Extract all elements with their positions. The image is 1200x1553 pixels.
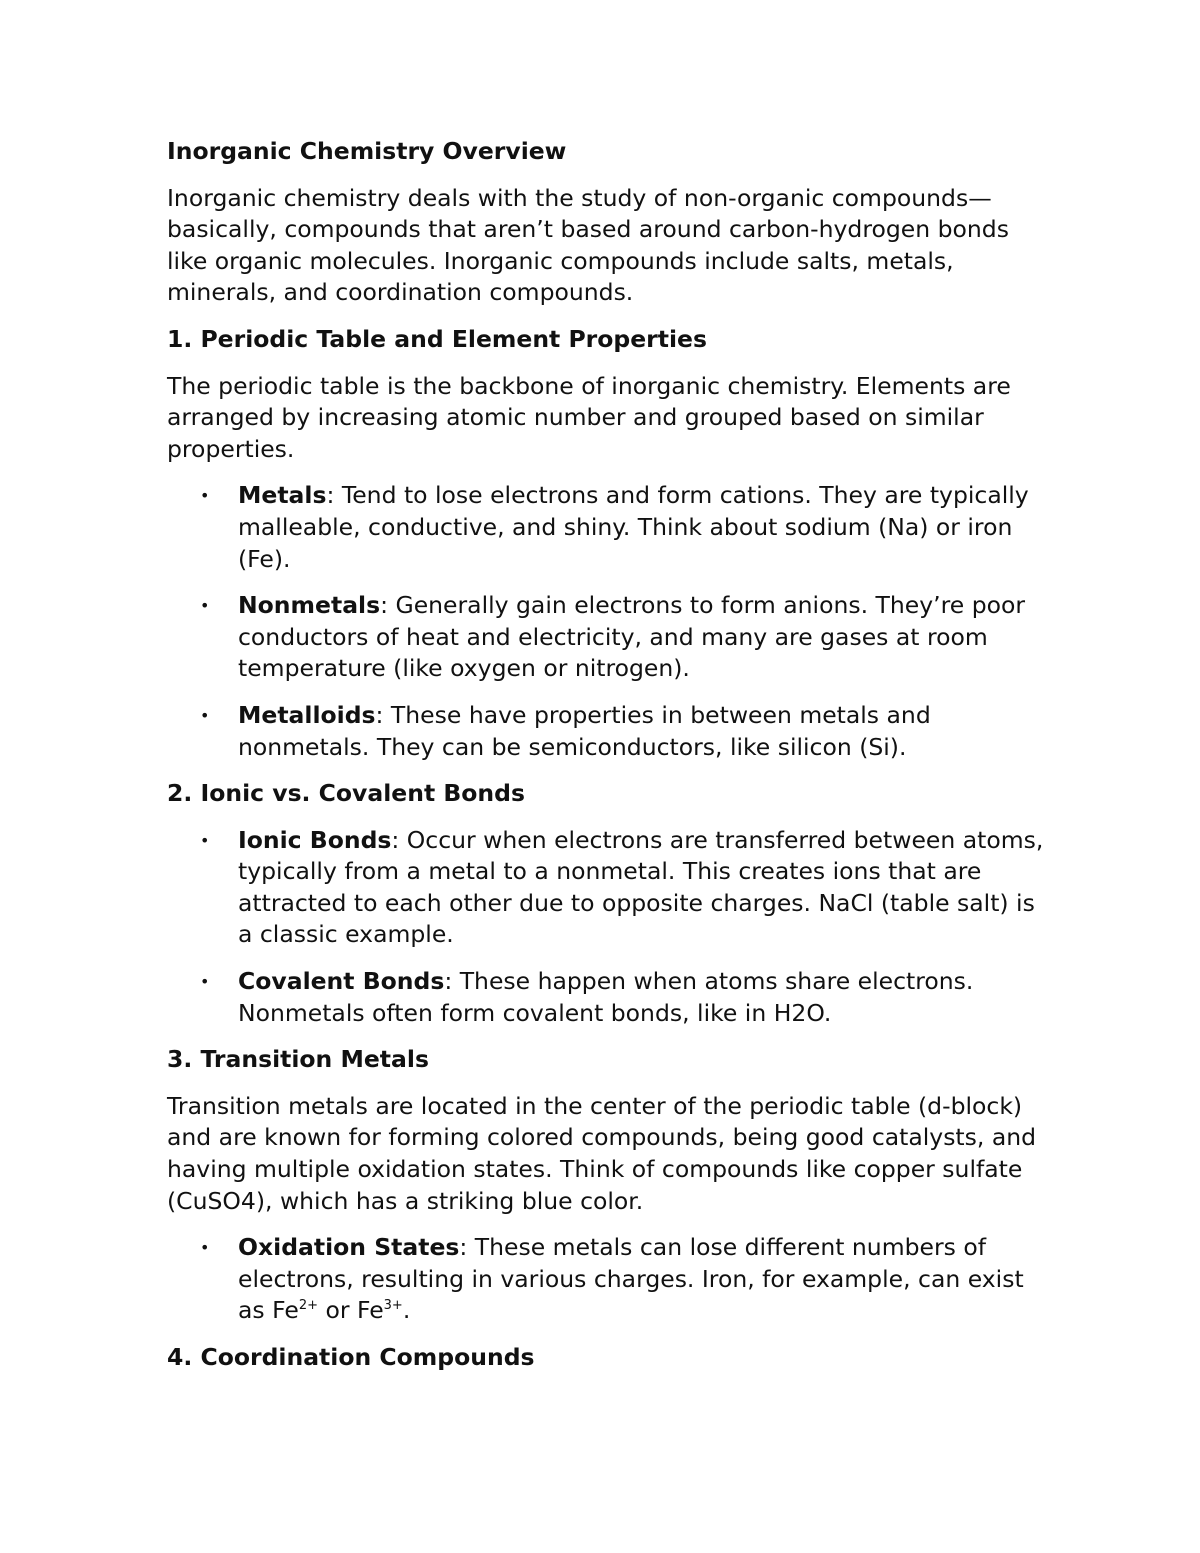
list-item-covalent-bonds bbox=[167, 966, 1047, 1029]
text-oxidation-mid: or Fe bbox=[317, 1296, 384, 1325]
list-item-nonmetals bbox=[167, 590, 1047, 685]
text-oxidation-end: . bbox=[402, 1296, 411, 1325]
list-item-ionic-bonds bbox=[167, 825, 1047, 951]
term-nonmetals: Nonmetals bbox=[238, 591, 381, 620]
bullet-icon: • bbox=[200, 705, 210, 725]
text-oxidation-states: : These metals can lose different numbers of electrons, resulting in various charges. Iron, for example, can exist as Fe bbox=[238, 1233, 1024, 1325]
text-metals: : Tend to lose electrons and form cations. They are typically malleable, conductive, and shiny. Think about sodium (Na) or iron (Fe). bbox=[238, 481, 1029, 573]
list-item-metalloids bbox=[167, 700, 1047, 763]
section-paragraph-transition-metals: Transition metals are located in the center of the periodic table (d-block) and are known for forming colored compounds, being good catalysts, and having multiple oxidation states. Think of compounds like copper sulfate (CuSO4), which has a striking blue color. bbox=[167, 1091, 1037, 1215]
text-covalent-bonds: : These happen when atoms share electrons. Nonmetals often form covalent bonds, like in H2O. bbox=[238, 967, 974, 1027]
text-metalloids: : These have properties in between metals and nonmetals. They can be semiconductors, like silicon (Si). bbox=[238, 700, 931, 761]
section-heading-transition-metals: 3. Transition Metals bbox=[167, 1045, 429, 1074]
list-bond-types bbox=[167, 825, 1047, 1030]
text-nonmetals: : Generally gain electrons to form anions. They’re poor conductors of heat and electricity, and many are gases at room temperature (like oxygen or nitrogen). bbox=[238, 591, 1026, 683]
superscript-fe2: 2+ bbox=[298, 1298, 318, 1314]
list-item-metals bbox=[167, 480, 1047, 575]
document-content bbox=[167, 136, 1047, 1374]
term-metals: Metals bbox=[238, 481, 327, 510]
term-metalloids: Metalloids bbox=[238, 700, 376, 729]
list-transition-metals bbox=[167, 1232, 1047, 1327]
bullet-icon: • bbox=[200, 596, 210, 616]
text-ionic-bonds: : Occur when electrons are transferred between atoms, typically from a metal to a nonmetal. This creates ions that are attracted to each other due to opposite charges. NaCl (table salt) is a classic example. bbox=[238, 825, 1044, 949]
bullet-icon: • bbox=[200, 1238, 210, 1258]
section-heading-bonds: 2. Ionic vs. Covalent Bonds bbox=[167, 779, 525, 808]
section-heading-periodic-table: 1. Periodic Table and Element Properties bbox=[167, 324, 707, 353]
intro-paragraph: Inorganic chemistry deals with the study of non-organic compounds—basically, compounds that aren’t based around carbon-hydrogen bonds like organic molecules. Inorganic compounds include salts, metals, minerals, and coordination compounds. bbox=[167, 183, 1009, 307]
document-title: Inorganic Chemistry Overview bbox=[167, 137, 567, 165]
superscript-fe3: 3+ bbox=[383, 1298, 403, 1314]
section-paragraph-periodic-table: The periodic table is the backbone of inorganic chemistry. Elements are arranged by increasing atomic number and grouped based on similar properties. bbox=[167, 371, 1011, 463]
term-covalent-bonds: Covalent Bonds bbox=[238, 967, 445, 996]
list-item-oxidation-states bbox=[167, 1232, 1047, 1327]
bullet-icon: • bbox=[200, 972, 210, 992]
term-oxidation-states: Oxidation States bbox=[238, 1233, 460, 1262]
list-element-types bbox=[167, 480, 1047, 763]
term-ionic-bonds: Ionic Bonds bbox=[238, 825, 392, 854]
section-heading-coordination-compounds: 4. Coordination Compounds bbox=[167, 1343, 535, 1371]
bullet-icon: • bbox=[200, 486, 210, 506]
bullet-icon: • bbox=[200, 830, 210, 850]
